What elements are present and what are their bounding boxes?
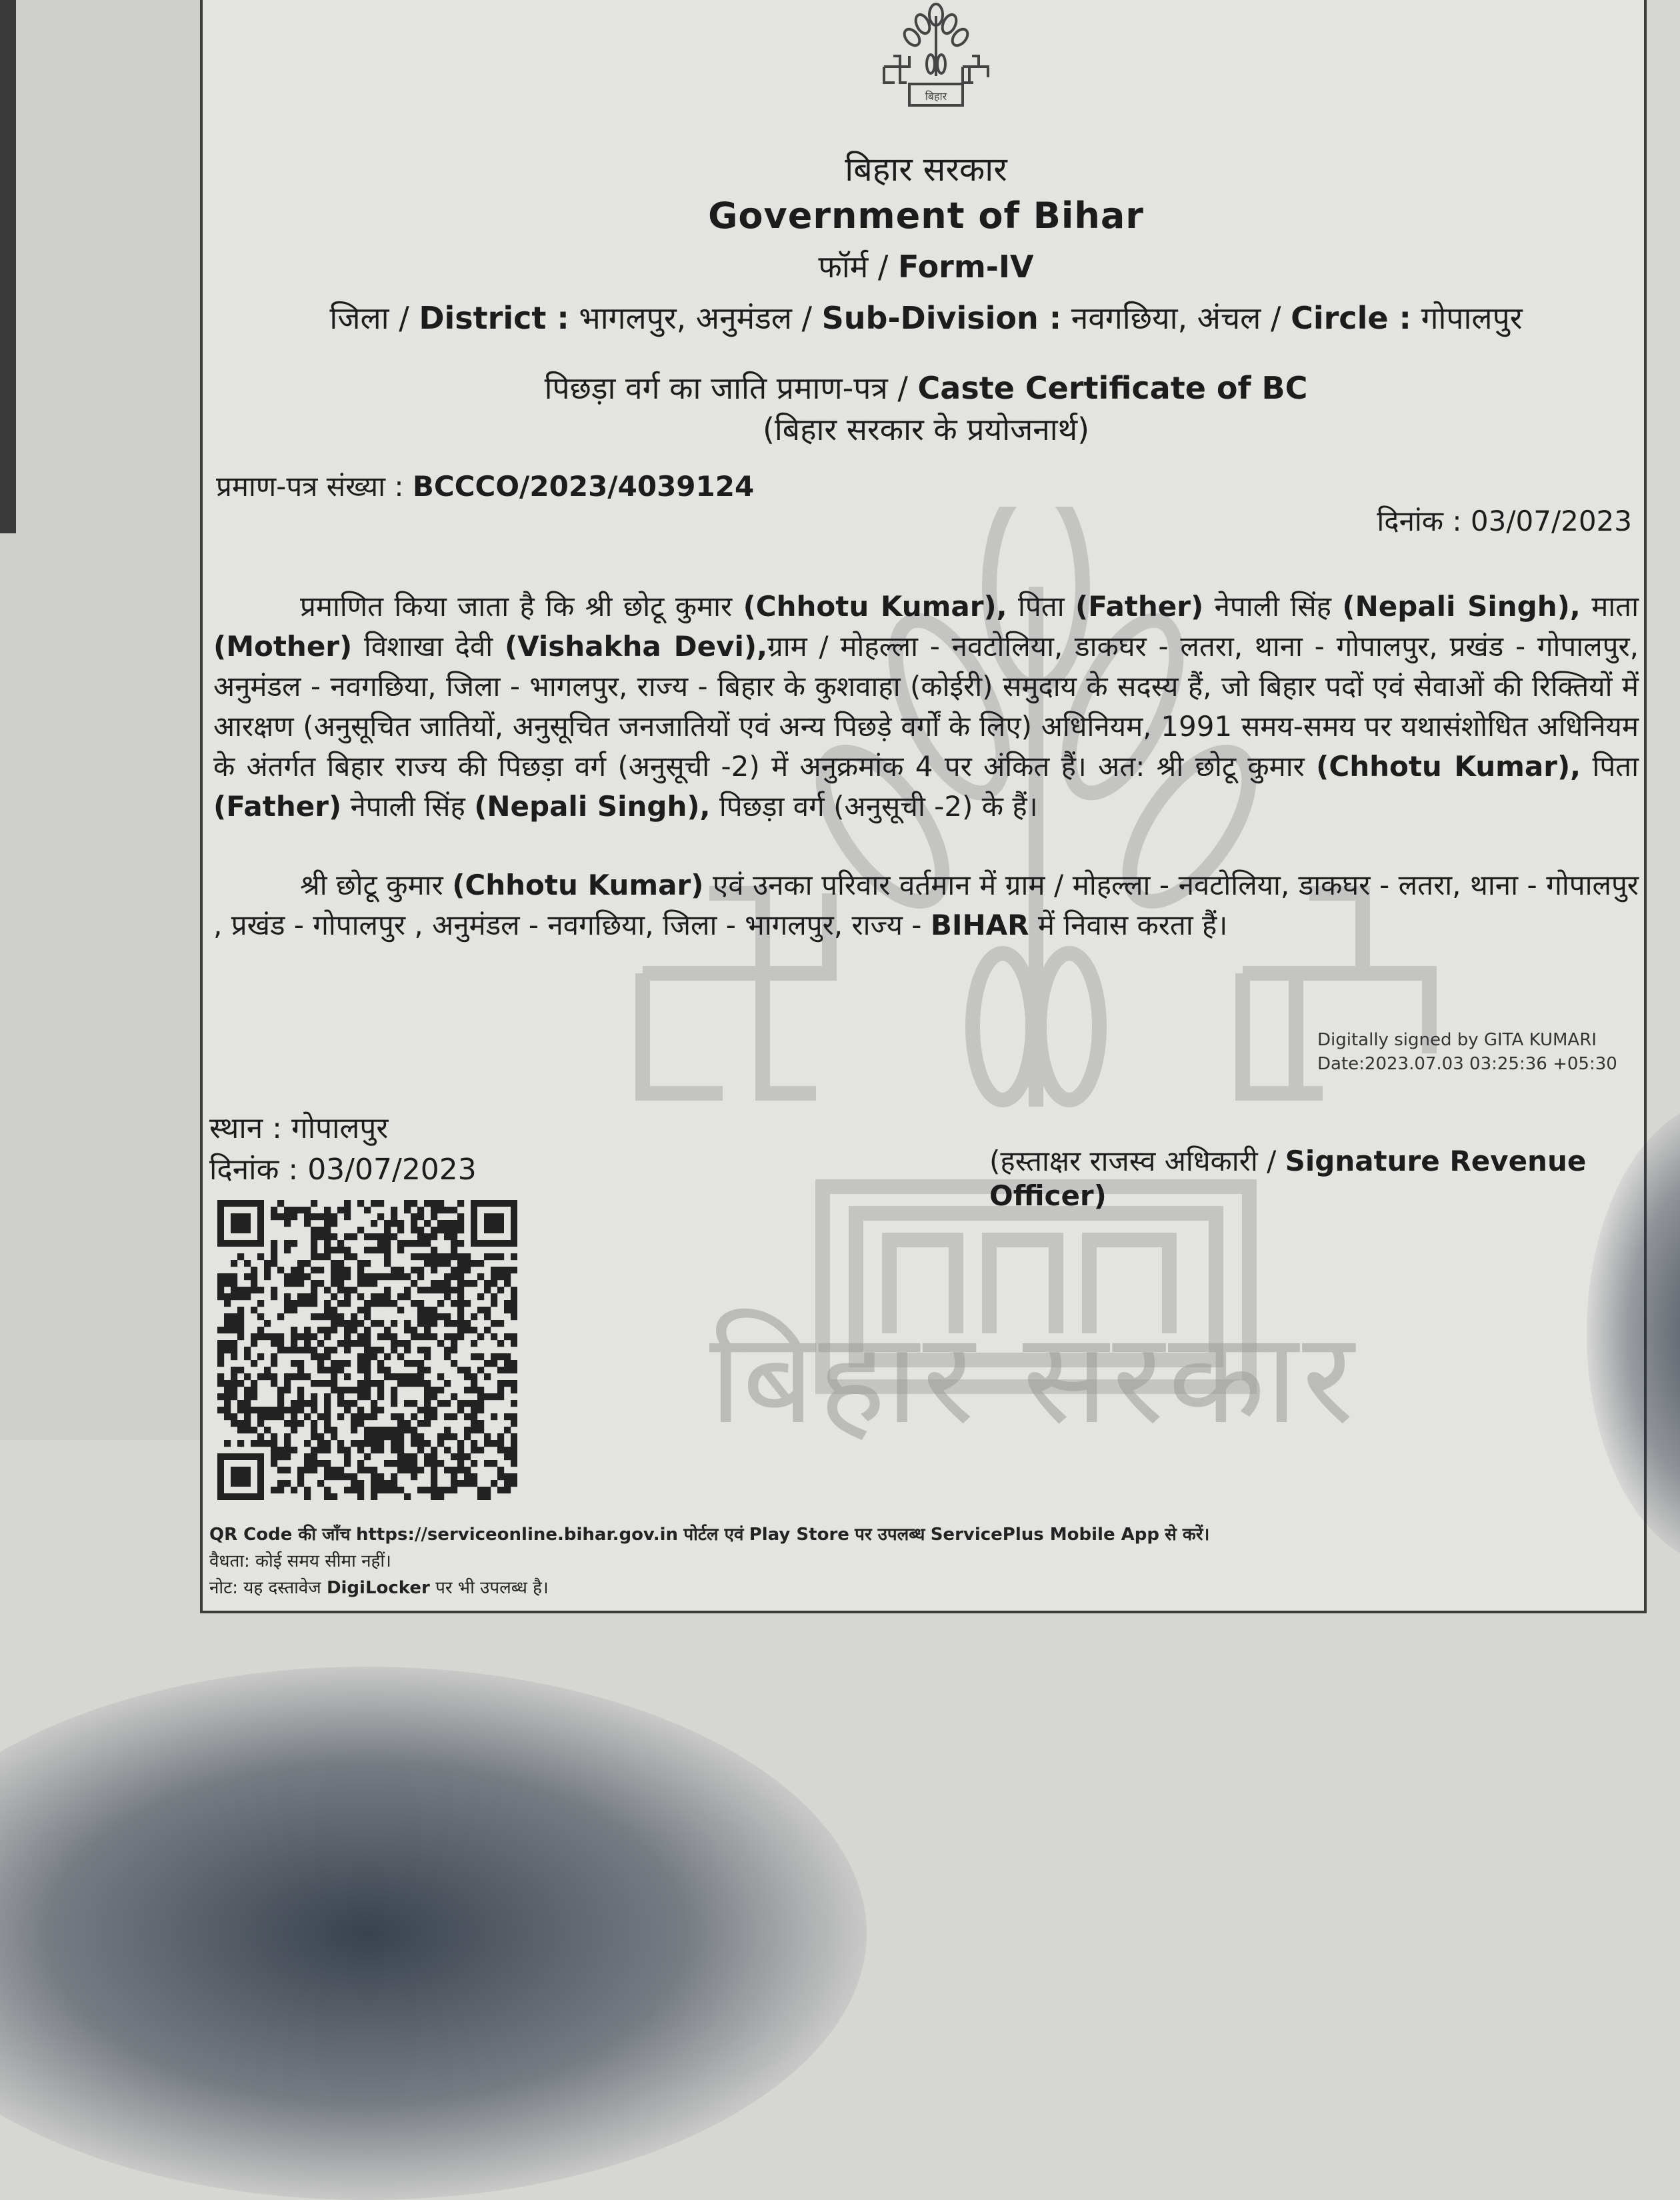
footer-text: पर भी उपलब्ध है। — [435, 1578, 549, 1598]
footer-notes — [209, 1521, 1209, 1601]
p1-father-english: (Nepali Singh), — [1342, 590, 1581, 623]
p1-name-english: (Chhotu Kumar), — [1316, 750, 1581, 783]
header-title-hindi: बिहार सरकार — [845, 150, 1007, 189]
background-left-page — [0, 0, 215, 1440]
form-hindi: फॉर्म / — [818, 249, 889, 285]
p1-text: नेपाली सिंह — [1214, 590, 1331, 623]
digital-signature — [1317, 1028, 1617, 1076]
footer-digilocker: DigiLocker — [326, 1578, 430, 1598]
p1-text: प्रमाणित किया जाता है कि श्री छोटू कुमार — [300, 590, 733, 623]
certificate-purpose: (बिहार सरकार के प्रयोजनार्थ) — [762, 411, 1090, 447]
certificate-number — [216, 467, 754, 505]
district-value: भागलपुर, अनुमंडल / — [579, 300, 813, 336]
background-dark-edge — [0, 0, 16, 533]
district-prefix: जिला / — [329, 300, 409, 336]
footer-validity: वैधता: कोई समय सीमा नहीं। — [209, 1551, 391, 1571]
p1-mother-english: (Vishakha Devi), — [504, 630, 768, 663]
digital-signature-signer: Digitally signed by GITA KUMARI — [1317, 1030, 1597, 1050]
p1-mother-label: (Mother) — [213, 630, 353, 663]
footer-note — [209, 1575, 1209, 1601]
p1-text: नेपाली सिंह — [350, 790, 465, 823]
p1-text: विशाखा देवी — [363, 630, 493, 663]
footer-text: पर उपलब्ध — [855, 1525, 925, 1545]
issue-date-label: दिनांक : — [1377, 505, 1462, 537]
place-value: गोपालपुर — [291, 1111, 389, 1145]
digital-signature-date: Date:2023.07.03 03:25:36 +05:30 — [1317, 1054, 1617, 1074]
footer-text: पोर्टल एवं — [683, 1525, 744, 1545]
residence-paragraph — [213, 865, 1639, 945]
bottom-date-label: दिनांक : — [209, 1153, 299, 1187]
certificate-title-hindi: पिछड़ा वर्ग का जाति प्रमाण-पत्र / — [544, 370, 908, 406]
p1-father-english: (Nepali Singh), — [474, 790, 711, 823]
footer-text: Play Store — [749, 1525, 849, 1545]
footer-text: QR Code की जाँच — [209, 1525, 351, 1545]
signature-hindi: (हस्ताक्षर राजस्व अधिकारी / — [989, 1145, 1277, 1177]
footer-text: नोट: यह दस्तावेज — [209, 1578, 321, 1598]
certificate-sheet — [200, 0, 1647, 1613]
signature-caption — [989, 1141, 1644, 1212]
p1-text: पिता — [1592, 750, 1639, 783]
p1-father-label: (Father) — [1075, 590, 1204, 623]
p2-text: एवं उनका परिवार वर्तमान में ग्राम / मोहल्ला - नवटोलिया, डाकघर - लतरा, थाना - गोपालपुर , प्रखंड - गोपालपुर , अनुमंडल - नवगछिया, जिला - भागलपुर, राज्य - — [213, 869, 1639, 941]
form-english: Form-IV — [898, 249, 1034, 285]
photo-shadow — [0, 1667, 867, 2200]
certificate-number-value: BCCCO/2023/4039124 — [412, 470, 755, 503]
issue-date — [1377, 501, 1632, 539]
watermark-text: बिहार सरकार — [709, 1305, 1358, 1452]
p2-state-english: BIHAR — [930, 909, 1029, 941]
header-title-english: Government of Bihar — [708, 195, 1144, 237]
district-label: District : — [419, 300, 569, 336]
subdivision-value: नवगछिया, अंचल / — [1071, 300, 1281, 336]
issue-date-value: 03/07/2023 — [1470, 505, 1632, 537]
form-number — [203, 245, 1649, 287]
circle-label: Circle : — [1291, 300, 1411, 336]
certification-paragraph — [213, 587, 1639, 827]
bottom-date-value: 03/07/2023 — [307, 1153, 477, 1187]
footer-portal-link[interactable]: https://serviceonline.bihar.gov.in — [355, 1525, 679, 1545]
footer-text: से करें। — [1165, 1525, 1210, 1545]
place-label: स्थान : — [209, 1111, 282, 1145]
bottom-date — [209, 1148, 477, 1188]
signature-english: Signature Revenue Officer) — [989, 1145, 1587, 1212]
p1-text: माता — [1591, 590, 1639, 623]
location-line — [203, 299, 1649, 337]
p1-text: पिता — [1018, 590, 1065, 623]
p2-text: में निवास करता हैं। — [1037, 909, 1228, 941]
p1-name-english: (Chhotu Kumar), — [743, 590, 1007, 623]
p1-text: पिछड़ा वर्ग (अनुसूची -2) के हैं। — [719, 790, 1038, 823]
p1-text: ग्राम / मोहल्ला - नवटोलिया, डाकघर - लतरा, थाना - गोपालपुर, प्रखंड - गोपालपुर, अनुमंडल - नवगछिया, जिला - भागलपुर, राज्य - बिहार के कुशवाहा (कोईरी) समुदाय के सदस्य हैं, जो बिहार पदों एवं सेवाओं की रिक्तियों में आरक्षण (अनुसूचित जातियों, अनुसूचित जनजातियों एवं अन्य पिछड़े वर्गों के लिए) अधिनियम, 1991 समय-समय पर यथासंशोधित अधिनियम के अंतर्गत बिहार राज्य की पिछड़ा वर्ग (अनुसूची -2) में अनुक्रमांक 4 पर अंकित हैं। अत: श्री छोटू कुमार — [213, 630, 1639, 783]
p1-father-label: (Father) — [213, 790, 342, 823]
circle-value: गोपालपुर — [1421, 300, 1523, 336]
subdivision-label: Sub-Division : — [821, 300, 1062, 336]
certificate-number-label: प्रमाण-पत्र संख्या : — [216, 470, 404, 503]
p2-text: श्री छोटू कुमार — [300, 869, 443, 901]
certificate-title-english: Caste Certificate of BC — [917, 370, 1308, 406]
place — [209, 1107, 388, 1147]
qr-code-icon[interactable] — [217, 1200, 517, 1500]
emblem-label: बिहार — [925, 90, 947, 103]
bihar-emblem-icon — [869, 3, 1003, 109]
p2-name-english: (Chhotu Kumar) — [452, 869, 704, 901]
certificate-title — [203, 367, 1649, 408]
footer-qr-line — [209, 1521, 1209, 1548]
footer-text: ServicePlus Mobile App — [930, 1525, 1159, 1545]
